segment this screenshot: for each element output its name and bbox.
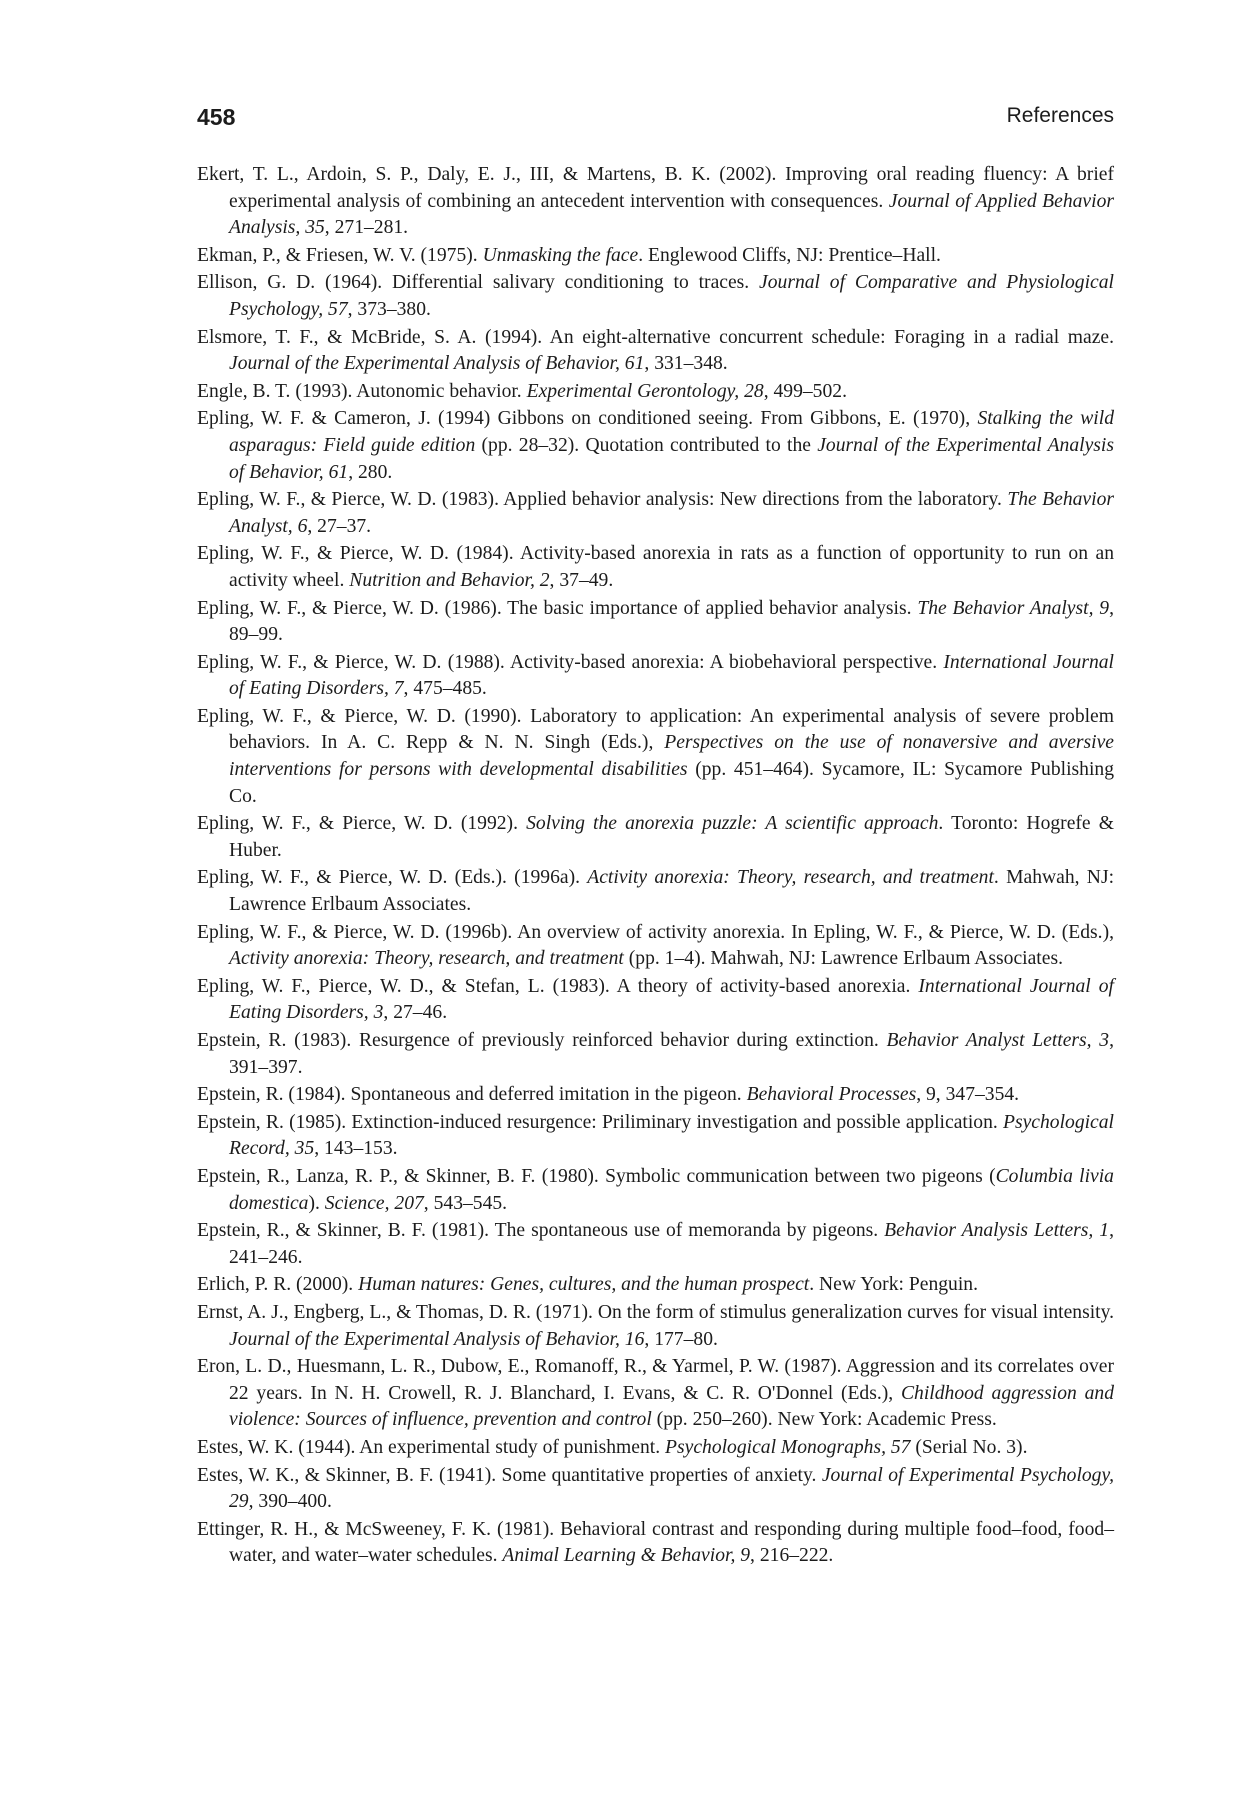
reference-text: , 216–222.: [750, 1545, 834, 1567]
reference-text: Epling, W. F., & Pierce, W. D. (1986). The basic importance of applied behavior analysis.: [197, 597, 918, 619]
reference-entry: [197, 1300, 1114, 1353]
reference-text: , 27–46.: [383, 1002, 448, 1024]
reference-text: Epling, W. F., & Pierce, W. D. (1996b). An overview of activity anorexia. In Epling, W. F., & Pierce, W. D. (Eds.),: [197, 921, 1114, 943]
reference-text: Epstein, R. (1983). Resurgence of previously reinforced behavior during extinction.: [197, 1030, 887, 1051]
reference-italic-text: Science, 207: [324, 1192, 424, 1214]
reference-entry: [197, 379, 1114, 406]
reference-entry: [197, 1082, 1114, 1109]
reference-text: , 390–400.: [248, 1491, 332, 1513]
reference-text: , 331–348.: [644, 353, 728, 375]
reference-entry: [197, 541, 1114, 594]
reference-entry: [197, 1028, 1114, 1081]
reference-italic-text: The Behavior Analyst, 6: [229, 489, 1114, 537]
reference-text: Epling, W. F., & Pierce, W. D. (1990). Laboratory to application: An experimental analysis of severe problem behaviors. In A. C. Repp & N. N. Singh (Eds.),: [197, 705, 1114, 754]
reference-text: , 271–281.: [324, 217, 409, 239]
page-header: [197, 104, 1114, 136]
reference-text: (pp. 1–4). Mahwah, NJ: Lawrence Erlbaum Associates.: [623, 948, 1063, 970]
reference-text: Erlich, P. R. (2000).: [197, 1274, 359, 1296]
reference-text: Estes, W. K. (1944). An experimental study of punishment.: [197, 1436, 666, 1458]
reference-entry: [197, 1110, 1114, 1163]
reference-entry: [197, 325, 1114, 378]
reference-italic-text: Nutrition and Behavior, 2: [349, 569, 550, 591]
reference-text: Epling, W. F., & Pierce, W. D. (1992).: [197, 813, 527, 835]
reference-italic-text: Experimental Gerontology, 28: [526, 380, 764, 402]
reference-entry: [197, 1517, 1114, 1570]
reference-text: Epstein, R. (1984). Spontaneous and deferred imitation in the pigeon.: [197, 1084, 747, 1106]
reference-italic-text: Childhood aggression and violence: Sources of influence, prevention and control: [229, 1382, 1114, 1431]
reference-entry: [197, 1463, 1114, 1516]
reference-entry: [197, 406, 1114, 486]
reference-italic-text: International Journal of Eating Disorders, 3: [229, 975, 1114, 1024]
reference-text: . New York: Penguin.: [809, 1274, 978, 1296]
reference-italic-text: Psychological Monographs, 57: [665, 1436, 911, 1458]
reference-text: , 280.: [348, 461, 393, 483]
reference-text: (Serial No. 3).: [910, 1436, 1028, 1458]
reference-text: , 9, 347–354.: [916, 1084, 1020, 1106]
reference-entry: [197, 243, 1114, 270]
reference-italic-text: Behavioral Processes: [746, 1084, 917, 1106]
reference-italic-text: Human natures: Genes, cultures, and the human prospect: [358, 1274, 810, 1296]
reference-list: [197, 162, 1114, 1571]
reference-text: , 89–99.: [229, 597, 1114, 646]
reference-text: , 391–397.: [229, 1030, 1114, 1078]
reference-italic-text: Journal of Applied Behavior Analysis, 35: [229, 190, 1114, 239]
reference-text: Ekman, P., & Friesen, W. V. (1975).: [197, 244, 483, 266]
reference-entry: [197, 596, 1114, 649]
reference-text: ).: [308, 1192, 325, 1214]
reference-entry: [197, 1354, 1114, 1434]
reference-text: . Englewood Cliffs, NJ: Prentice–Hall.: [638, 244, 941, 266]
reference-italic-text: Journal of Experimental Psychology, 29: [229, 1464, 1114, 1513]
reference-text: Elsmore, T. F., & McBride, S. A. (1994). An eight-alternative concurrent schedule: Foraging in a radial maze.: [197, 326, 1114, 348]
reference-entry: [197, 865, 1114, 918]
reference-text: , 37–49.: [549, 569, 614, 591]
reference-italic-text: The Behavior Analyst, 9: [917, 597, 1110, 619]
reference-italic-text: Stalking the wild asparagus: Field guide edition: [229, 408, 1114, 456]
reference-text: Eron, L. D., Huesmann, L. R., Dubow, E., Romanoff, R., & Yarmel, P. W. (1987). Aggression and its correlates over 22 years. In N. H. Crowell, R. J. Blanchard, I. Evans, & C. R. O'Donnel (Eds.),: [197, 1356, 1114, 1404]
reference-text: Epstein, R. (1985). Extinction-induced resurgence: Priliminary investigation and possible application.: [197, 1111, 1003, 1133]
reference-entry: [197, 270, 1114, 323]
reference-text: Epstein, R., & Skinner, B. F. (1981). The spontaneous use of memoranda by pigeons.: [197, 1220, 885, 1242]
reference-italic-text: Journal of the Experimental Analysis of Behavior, 61: [229, 353, 645, 375]
reference-entry: [197, 920, 1114, 973]
reference-text: Epling, W. F., & Pierce, W. D. (1988). Activity-based anorexia: A biobehavioral perspective.: [197, 651, 944, 673]
reference-text: . Toronto: Hogrefe & Huber.: [229, 813, 1114, 861]
reference-italic-text: Unmasking the face: [482, 244, 639, 266]
reference-italic-text: Psychological Record, 35: [229, 1111, 1114, 1160]
reference-text: Epling, W. F., Pierce, W. D., & Stefan, L. (1983). A theory of activity-based anorexia.: [197, 975, 919, 997]
reference-italic-text: Behavior Analysis Letters, 1: [884, 1220, 1110, 1242]
reference-italic-text: Columbia livia domestica: [229, 1165, 1114, 1214]
reference-text: , 143–153.: [314, 1138, 398, 1160]
reference-text: . Mahwah, NJ: Lawrence Erlbaum Associates.: [229, 867, 1115, 916]
reference-italic-text: Journal of Comparative and Physiological Psychology, 57: [229, 272, 1114, 320]
reference-italic-text: Behavior Analyst Letters, 3: [886, 1030, 1110, 1051]
reference-text: (pp. 28–32). Quotation contributed to the: [475, 434, 818, 456]
reference-text: , 241–246.: [229, 1220, 1114, 1268]
reference-text: (pp. 250–260). New York: Academic Press.: [651, 1409, 997, 1431]
reference-text: Engle, B. T. (1993). Autonomic behavior.: [197, 380, 527, 402]
reference-text: , 373–380.: [347, 298, 431, 320]
reference-entry: [197, 1435, 1114, 1462]
reference-entry: [197, 1218, 1114, 1271]
reference-entry: [197, 487, 1114, 540]
reference-italic-text: Animal Learning & Behavior, 9: [502, 1545, 751, 1567]
reference-entry: [197, 811, 1114, 864]
reference-entry: [197, 1272, 1114, 1299]
reference-italic-text: International Journal of Eating Disorders, 7: [229, 651, 1114, 700]
reference-text: , 475–485.: [403, 678, 487, 700]
reference-italic-text: Activity anorexia: Theory, research, and treatment: [587, 867, 994, 889]
reference-entry: [197, 650, 1114, 703]
reference-entry: [197, 974, 1114, 1027]
reference-text: (pp. 451–464). Sycamore, IL: Sycamore Publishing Co.: [229, 759, 1114, 807]
reference-entry: [197, 162, 1114, 242]
reference-italic-text: Journal of the Experimental Analysis of Behavior, 61: [229, 434, 1114, 483]
page-number: 458: [197, 104, 236, 130]
reference-italic-text: Activity anorexia: Theory, research, and treatment: [229, 948, 624, 970]
reference-text: Epstein, R., Lanza, R. P., & Skinner, B. F. (1980). Symbolic communication between two pigeons (: [197, 1165, 996, 1187]
reference-text: , 499–502.: [763, 380, 847, 402]
reference-text: Epling, W. F., & Pierce, W. D. (1983). Applied behavior analysis: New directions from the laboratory.: [197, 489, 1008, 511]
reference-text: , 543–545.: [423, 1192, 508, 1214]
running-head: References: [1006, 104, 1114, 127]
reference-entry: [197, 1164, 1114, 1217]
reference-text: Epling, W. F., & Pierce, W. D. (Eds.). (1996a).: [197, 867, 588, 889]
reference-entry: [197, 704, 1114, 810]
reference-text: Ettinger, R. H., & McSweeney, F. K. (1981). Behavioral contrast and responding during multiple food–food, food–water, and water–water schedules.: [197, 1518, 1114, 1567]
reference-text: Epling, W. F., & Pierce, W. D. (1984). Activity-based anorexia in rats as a function of opportunity to run on an activity wheel.: [197, 543, 1114, 591]
reference-text: Ernst, A. J., Engberg, L., & Thomas, D. R. (1971). On the form of stimulus generalization curves for visual intensity.: [197, 1301, 1114, 1323]
reference-text: , 177–80.: [644, 1328, 718, 1350]
reference-italic-text: Solving the anorexia puzzle: A scientific approach: [526, 813, 939, 835]
reference-text: Ellison, G. D. (1964). Differential salivary conditioning to traces.: [197, 272, 760, 294]
reference-text: Epling, W. F. & Cameron, J. (1994) Gibbons on conditioned seeing. From Gibbons, E. (1970),: [197, 408, 978, 430]
reference-italic-text: Journal of the Experimental Analysis of Behavior, 16: [229, 1328, 645, 1350]
reference-italic-text: Perspectives on the use of nonaversive and aversive interventions for persons with developmental disabilities: [229, 732, 1114, 781]
reference-text: Estes, W. K., & Skinner, B. F. (1941). Some quantitative properties of anxiety.: [197, 1464, 822, 1486]
reference-text: , 27–37.: [307, 515, 372, 537]
reference-text: Ekert, T. L., Ardoin, S. P., Daly, E. J., III, & Martens, B. K. (2002). Improving oral reading fluency: A brief experimental analysis of combining an antecedent intervention with consequences.: [197, 164, 1114, 212]
